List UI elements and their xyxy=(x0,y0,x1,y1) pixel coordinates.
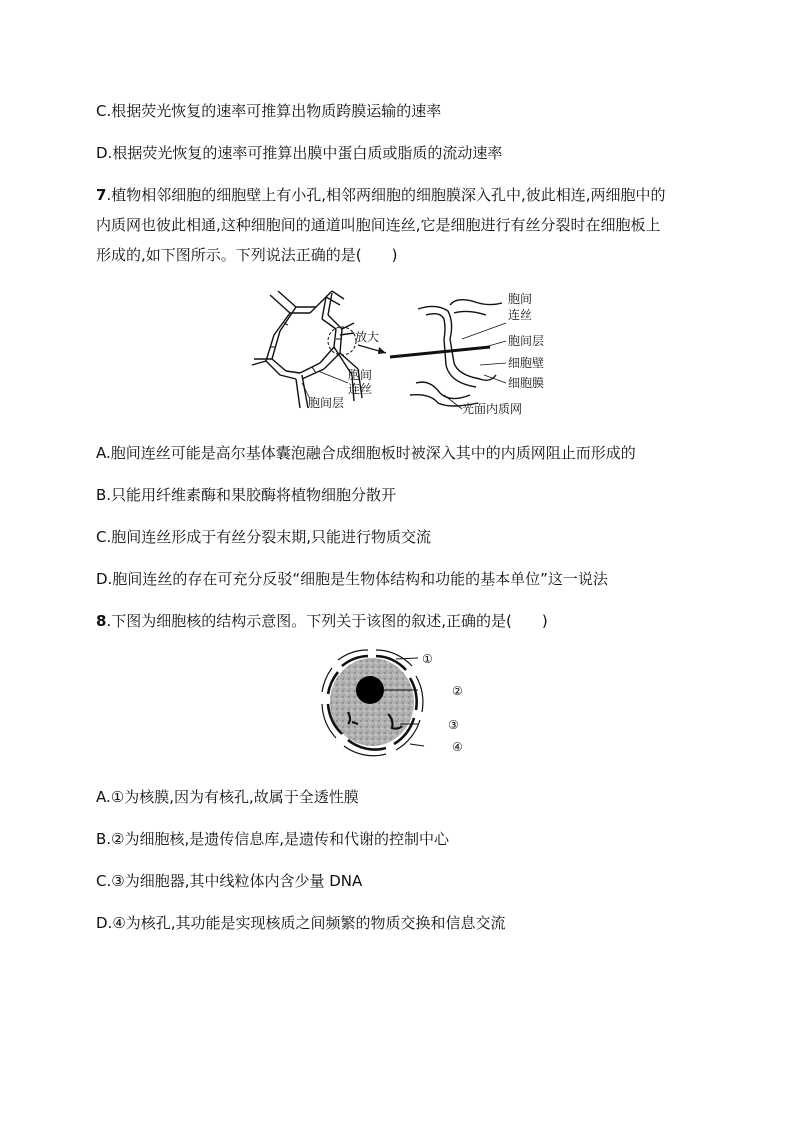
q8-stem-text: .下图为细胞核的结构示意图。下列关于该图的叙述,正确的是( ) xyxy=(106,612,548,630)
plasmodesma-line xyxy=(390,347,490,357)
label-left-ml: 胞间层 xyxy=(308,396,345,410)
q7-stem-line1 xyxy=(96,185,666,205)
q7-stem-line2: 内质网也彼此相通,这种细胞间的通道叫胞间连丝,它是细胞进行有丝分裂时在细胞板上 xyxy=(96,216,661,234)
label-left-pd-2: 连丝 xyxy=(348,382,373,396)
label-right-ml: 胞间层 xyxy=(508,334,545,348)
label-membrane: 细胞膜 xyxy=(508,376,545,390)
q8-option-d: D.④为核孔,其功能是实现核质之间频繁的物质交换和信息交流 xyxy=(96,914,506,932)
q7-option-d: D.胞间连丝的存在可充分反驳“细胞是生物体结构和功能的基本单位”这一说法 xyxy=(96,570,608,588)
q8-stem-line xyxy=(96,611,548,631)
q7-stem-line3: 形成的,如下图所示。下列说法正确的是( ) xyxy=(96,246,398,264)
nucleus-mark-2: ② xyxy=(452,684,463,698)
label-ser: 光面内质网 xyxy=(462,402,523,416)
q6-option-d: D.根据荧光恢复的速率可推算出膜中蛋白质或脂质的流动速率 xyxy=(96,144,503,162)
q7-number: 7 xyxy=(96,186,107,204)
arrow-head xyxy=(378,347,386,354)
label-left-pd-1: 胞间 xyxy=(348,368,373,382)
q8-option-a: A.①为核膜,因为有核孔,故属于全透性膜 xyxy=(96,788,359,806)
nucleus-figure xyxy=(318,648,478,758)
label-enlarge: 放大 xyxy=(355,330,380,344)
q8-number: 8 xyxy=(96,612,107,630)
q7-option-c: C.胞间连丝形成于有丝分裂末期,只能进行物质交流 xyxy=(96,528,432,546)
cell-wall-network xyxy=(252,291,362,408)
q8-option-b: B.②为细胞核,是遗传信息库,是遗传和代谢的控制中心 xyxy=(96,830,450,848)
label-right-pd-1: 胞间 xyxy=(508,292,533,306)
nucleus-mark-1: ① xyxy=(422,652,433,666)
nucleus-mark-3: ③ xyxy=(448,718,459,732)
q7-option-b: B.只能用纤维素酶和果胶酶将植物细胞分散开 xyxy=(96,486,397,504)
q7-option-a: A.胞间连丝可能是高尔基体囊泡融合成细胞板时被深入其中的内质网阻止而形成的 xyxy=(96,444,636,462)
nucleus-mark-4: ④ xyxy=(452,740,463,754)
q6-option-c: C.根据荧光恢复的速率可推算出物质跨膜运输的速率 xyxy=(96,102,442,120)
nucleolus xyxy=(356,676,384,704)
right-leaders xyxy=(444,323,506,409)
plasmodesmata-figure xyxy=(240,283,570,423)
label-wall: 细胞壁 xyxy=(508,356,545,370)
q8-option-c: C.③为细胞器,其中线粒体内含少量 DNA xyxy=(96,872,363,890)
q7-stem-text1: .植物相邻细胞的细胞壁上有小孔,相邻两细胞的细胞膜深入孔中,彼此相连,两细胞中的 xyxy=(106,186,666,204)
label-right-pd-2: 连丝 xyxy=(508,308,533,322)
